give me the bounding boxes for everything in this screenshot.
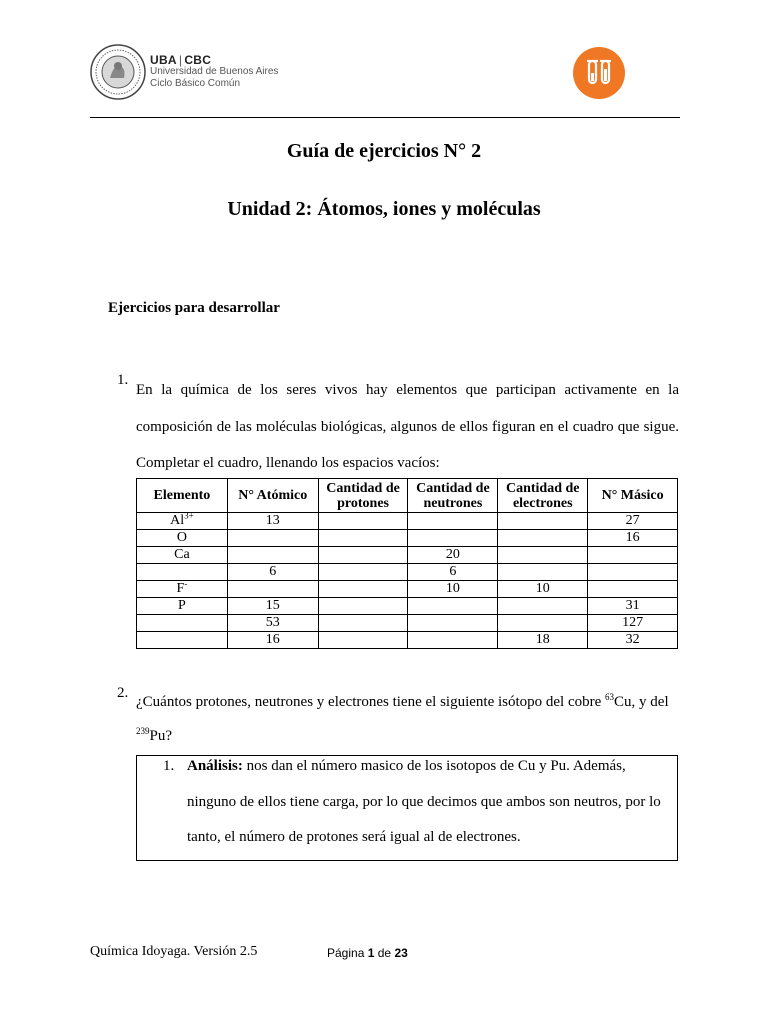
table-cell xyxy=(588,564,678,581)
exercise-1-line: En la química de los seres vivos hay elementos que participan activamente en la xyxy=(136,382,679,398)
table-row xyxy=(137,513,678,530)
table-cell xyxy=(588,581,678,598)
table-cell xyxy=(408,513,498,530)
element-cell xyxy=(137,564,228,581)
table-cell: 10 xyxy=(498,581,588,598)
table-cell xyxy=(318,598,408,615)
analysis-line xyxy=(187,758,667,775)
table-header-cell: Cantidad de neutrones xyxy=(408,479,498,513)
element-cell xyxy=(137,598,228,615)
table-cell xyxy=(408,598,498,615)
university-name: Universidad de Buenos Aires xyxy=(150,66,279,77)
page-number: 1 xyxy=(367,946,375,960)
table-cell: 6 xyxy=(408,564,498,581)
analysis-box xyxy=(136,755,678,861)
element-cell xyxy=(137,547,228,564)
element-symbol: Al xyxy=(170,513,185,528)
footer-version: Química Idoyaga. Versión 2.5 xyxy=(90,944,258,959)
exercise-2-text xyxy=(136,685,679,753)
element-cell xyxy=(137,510,228,530)
table-cell xyxy=(318,513,408,530)
element-charge: - xyxy=(184,578,188,589)
table-cell: 20 xyxy=(408,547,498,564)
table-cell: 53 xyxy=(227,615,318,632)
element-symbol: Ca xyxy=(174,547,190,562)
element-charge: 3+ xyxy=(184,510,194,521)
analysis-line: tanto, el número de protones será igual al de electrones. xyxy=(187,829,521,845)
exercise-2-number: 2. xyxy=(117,685,129,701)
table-row xyxy=(137,530,678,547)
element-symbol: F xyxy=(176,581,185,596)
table-cell xyxy=(318,564,408,581)
table-cell: 27 xyxy=(588,513,678,530)
table-header-cell: Elemento xyxy=(137,479,228,513)
table-cell xyxy=(318,581,408,598)
page-word: Página xyxy=(327,946,365,960)
page-total: 23 xyxy=(394,946,408,960)
table-cell: 10 xyxy=(408,581,498,598)
element-symbol: O xyxy=(176,530,187,545)
element-cell xyxy=(137,615,228,632)
brand-title xyxy=(150,54,278,66)
table-cell xyxy=(227,581,318,598)
table-header-cell: Cantidad de electrones xyxy=(498,479,588,513)
exercise-1-text xyxy=(136,372,679,482)
table-cell xyxy=(318,530,408,547)
pu-symbol: Pu? xyxy=(149,728,172,744)
table-cell: 18 xyxy=(498,632,588,649)
table-cell xyxy=(498,598,588,615)
table-header-cell: Cantidad de protones xyxy=(318,479,408,513)
table-cell xyxy=(408,632,498,649)
table-row xyxy=(137,564,678,581)
cycle-name: Ciclo Básico Común xyxy=(150,78,241,89)
element-cell xyxy=(137,578,228,598)
table-cell: 15 xyxy=(227,598,318,615)
table-cell: 31 xyxy=(588,598,678,615)
table-row xyxy=(137,547,678,564)
table-cell xyxy=(498,530,588,547)
table-cell: 127 xyxy=(588,615,678,632)
section-heading: Ejercicios para desarrollar xyxy=(108,300,280,316)
header-divider xyxy=(90,117,680,118)
table-cell xyxy=(318,615,408,632)
table-cell: 13 xyxy=(227,513,318,530)
element-cell xyxy=(137,530,228,547)
cu-mass-number: 63 xyxy=(605,692,615,702)
table-cell: 16 xyxy=(588,530,678,547)
table-row xyxy=(137,615,678,632)
table-cell xyxy=(227,530,318,547)
table-row xyxy=(137,581,678,598)
exercise-2-question: ¿Cuántos protones, neutrones y electrones tiene el siguiente isótopo del cobre xyxy=(136,694,606,710)
table-cell xyxy=(498,547,588,564)
elements-table xyxy=(136,478,678,649)
table-cell xyxy=(498,564,588,581)
table-row xyxy=(137,632,678,649)
table-header-row xyxy=(137,479,678,513)
unit-title: Unidad 2: Átomos, iones y moléculas xyxy=(227,198,541,220)
exercise-1-number: 1. xyxy=(117,372,129,388)
element-symbol: P xyxy=(178,598,186,613)
analysis-number: 1. xyxy=(163,758,175,774)
pu-mass-number: 239 xyxy=(136,726,150,736)
table-cell xyxy=(588,547,678,564)
page-indicator xyxy=(327,946,408,960)
university-seal-icon xyxy=(90,44,146,100)
table-cell xyxy=(408,615,498,632)
analysis-text: nos dan el número masico de los isotopos de Cu y Pu. Además, xyxy=(242,758,626,774)
brand-secondary: CBC xyxy=(184,53,212,67)
guide-title: Guía de ejercicios N° 2 xyxy=(286,140,482,162)
table-header-cell: N° Atómico xyxy=(227,479,318,513)
table-cell xyxy=(227,547,318,564)
cu-symbol: Cu, y del xyxy=(614,694,669,710)
table-cell: 32 xyxy=(588,632,678,649)
table-cell: 16 xyxy=(227,632,318,649)
table-header-cell: N° Másico xyxy=(588,479,678,513)
analysis-line: ninguno de ellos tiene carga, por lo que decimos que ambos son neutros, por lo xyxy=(187,794,661,810)
table-row xyxy=(137,598,678,615)
brand-primary: UBA xyxy=(150,53,177,67)
table-cell xyxy=(318,632,408,649)
of-word: de xyxy=(377,946,392,960)
table-cell xyxy=(318,547,408,564)
element-cell xyxy=(137,632,228,649)
table-cell: 6 xyxy=(227,564,318,581)
institution-brand xyxy=(150,54,278,90)
chemistry-tubes-logo-icon xyxy=(573,47,625,99)
exercise-1-line: composición de las moléculas biológicas, algunos de ellos figuran en el cuadro que sigue. xyxy=(136,418,679,435)
brand-divider: | xyxy=(178,53,183,67)
table-cell xyxy=(408,530,498,547)
exercise-1-line: Completar el cuadro, llenando los espacios vacíos: xyxy=(136,455,440,471)
table-cell xyxy=(498,615,588,632)
table-cell xyxy=(498,513,588,530)
analysis-label: Análisis: xyxy=(187,758,243,774)
